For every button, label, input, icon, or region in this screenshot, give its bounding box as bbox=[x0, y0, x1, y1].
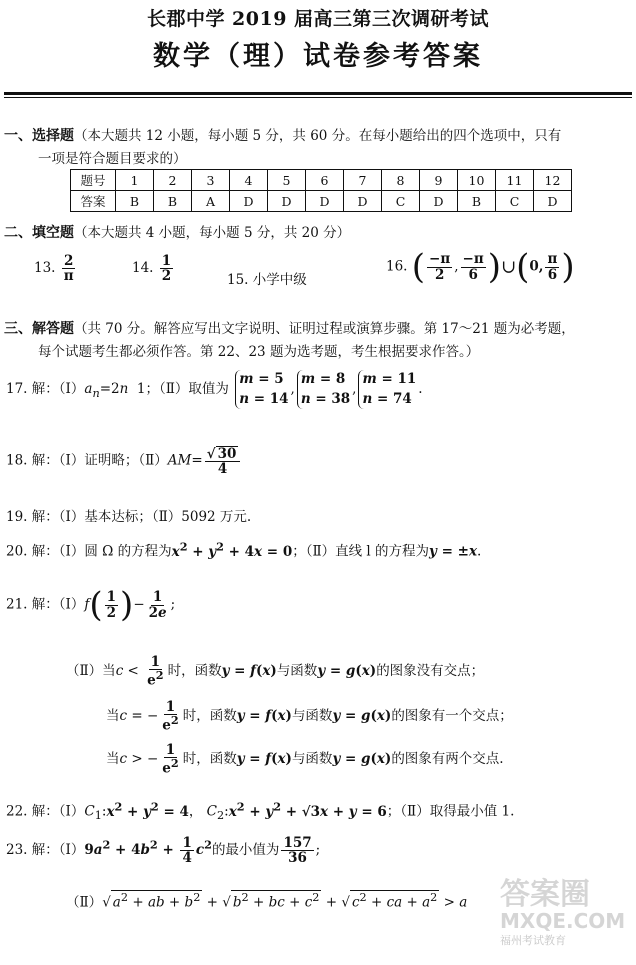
answer-23-part2: （Ⅱ）√ $a^2$ + ab + $b^2$ + √ $b^2$ + bc + $c^2$ + √ $c^2$ + ca + $a^2 > a$ bbox=[66, 891, 468, 911]
table-cell: D bbox=[344, 191, 382, 212]
section-choice-heading: 一、选择题（本大题共 12 小题，每小题 5 分，共 60 分。在每小题给出的四个选项中，只有 bbox=[4, 128, 562, 144]
section-fill-heading: 二、填空题（本大题共 4 小题，每小题 5 分，共 20 分） bbox=[4, 225, 351, 241]
answer-17: 17. 解：$(Ⅰ)a_n=2n$ 1；（Ⅱ）取值为 m = 5 n = 14,m = 8 n = 38,m = 11 n = 74. bbox=[6, 370, 423, 409]
answer-14: 14. $\frac{1}{2}$ bbox=[132, 253, 172, 285]
table-cell: D bbox=[306, 191, 344, 212]
answer-20: 20. 解：（Ⅰ）圆 Ω 的方程为$x^2 + y^2 + 4x = 0$；（Ⅱ）直线 l 的方程为y = ±x. bbox=[6, 539, 482, 560]
answer-22: 22. 解：$(Ⅰ)C_1:x^2 + y^2 = 4$， $C_2:x^2 + y^2 + √3x + y = 6$；（Ⅱ）取得最小值 1. bbox=[6, 799, 515, 823]
table-cell: 5 bbox=[268, 170, 306, 191]
table-cell: A bbox=[192, 191, 230, 212]
table-cell: 3 bbox=[192, 170, 230, 191]
table-cell: 8 bbox=[382, 170, 420, 191]
table-cell: 9 bbox=[420, 170, 458, 191]
watermark-logo: 答案圈 MXQE.COM 福州考试教育 bbox=[500, 877, 626, 947]
document-title: 数学（理）试卷参考答案 bbox=[153, 41, 483, 72]
answer-21-part1: 21. 解：（Ⅰ）f( $\frac{1}{2}$ )− $\frac{1}{2e}$ ; bbox=[6, 585, 176, 625]
table-cell: 2 bbox=[154, 170, 192, 191]
table-cell: D bbox=[268, 191, 306, 212]
table-cell: B bbox=[154, 191, 192, 212]
table-cell: C bbox=[496, 191, 534, 212]
answer-18: 18. 解：（Ⅰ）证明略；（Ⅱ）AM= $\frac{√ 30}{4}$ bbox=[6, 446, 242, 476]
header-rule-thick bbox=[4, 92, 632, 95]
answer-21-line2: （Ⅱ）当c < $\frac{1}{e^2}$ 时，函数y = f(x)与函数y = g(x)的图象没有交点； bbox=[66, 654, 485, 689]
answer-21-line3: 当c = − $\frac{1}{e^2}$ 时，函数y = f(x)与函数y = g(x)的图象有一个交点； bbox=[106, 699, 513, 734]
table-row-label: 题号 bbox=[71, 170, 116, 191]
section-solve-note: 每个试题考生都必须作答。第 22、23 题为选考题，考生根据要求作答。） bbox=[38, 344, 480, 360]
answer-23-part1: 23. 解：$(Ⅰ)9a^2 + 4b^2$ + $\frac{1}{4}$ $c^2$的最小值为 $\frac{157}{36}$ ; bbox=[6, 835, 321, 867]
table-cell: D bbox=[230, 191, 268, 212]
exam-title: 长郡中学 2019 届高三第三次调研考试 bbox=[146, 8, 490, 30]
answer-21-line4: 当c > − $\frac{1}{e^2}$ 时，函数y = f(x)与函数y = g(x)的图象有两个交点. bbox=[106, 742, 504, 777]
answer-19: 19. 解：（Ⅰ）基本达标；（Ⅱ）5092 万元. bbox=[6, 509, 252, 525]
answer-table bbox=[70, 169, 572, 212]
table-cell: B bbox=[458, 191, 496, 212]
table-cell: 4 bbox=[230, 170, 268, 191]
section-solve-heading: 三、解答题（共 70 分。解答应写出文字说明、证明过程或演算步骤。第 17～21 题为必考题， bbox=[4, 321, 575, 337]
table-cell: D bbox=[420, 191, 458, 212]
table-cell: B bbox=[116, 191, 154, 212]
header-rule-thin bbox=[4, 97, 632, 98]
answer-15: 15. 小学中级 bbox=[227, 272, 307, 288]
answer-13: 13. $\frac{2}{\pi}$ bbox=[34, 253, 74, 285]
table-row-answers bbox=[71, 191, 572, 212]
table-row-questions bbox=[71, 170, 572, 191]
table-cell: 1 bbox=[116, 170, 154, 191]
table-cell: 11 bbox=[496, 170, 534, 191]
table-cell: C bbox=[382, 191, 420, 212]
table-cell: 10 bbox=[458, 170, 496, 191]
table-cell: D bbox=[534, 191, 572, 212]
table-cell: 12 bbox=[534, 170, 572, 191]
table-cell: 6 bbox=[306, 170, 344, 191]
section-choice-note: 一项是符合题目要求的） bbox=[38, 151, 187, 167]
answer-16: 16. ( $\frac{-\pi}{2}$ , $\frac{-\pi}{6}$ )∪(0, $\frac{\pi}{6}$ ) bbox=[386, 247, 575, 287]
table-cell: 7 bbox=[344, 170, 382, 191]
table-row-label: 答案 bbox=[71, 191, 116, 212]
